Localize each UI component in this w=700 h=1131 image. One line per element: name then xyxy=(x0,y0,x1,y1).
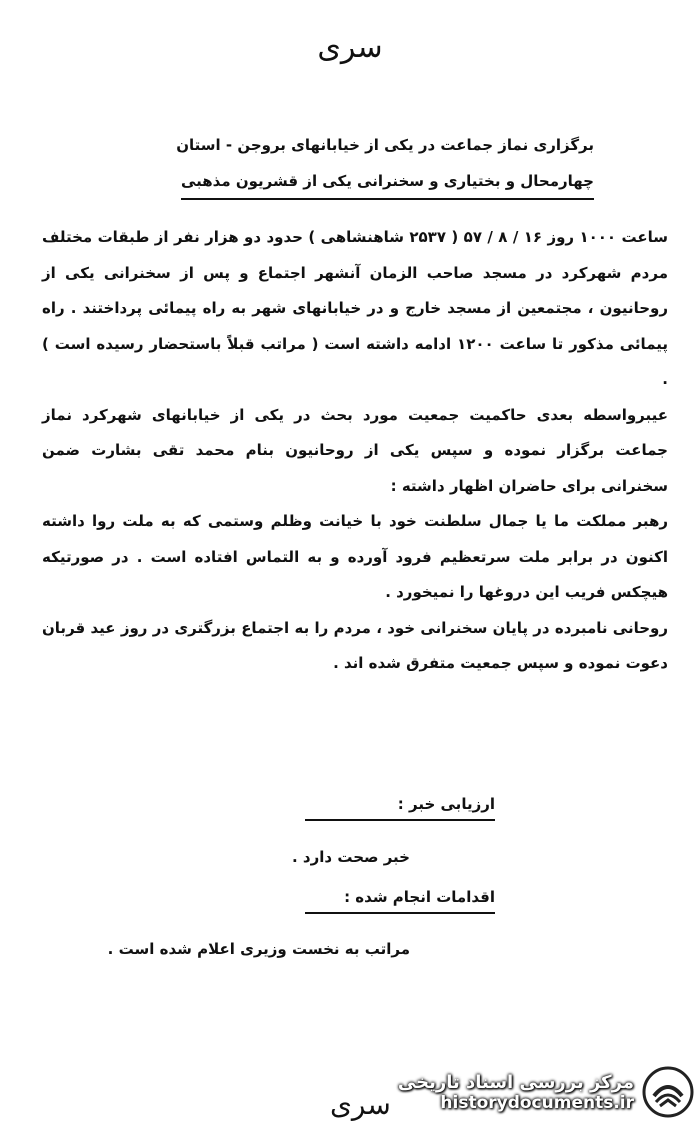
watermark-name: مرکز بررسی اسناد تاریخی xyxy=(397,1071,634,1093)
subject-line-2: چهارمحال و بختیاری و سخنرانی یکی از قشریون مذهبی xyxy=(181,166,594,200)
actions-value: مراتب به نخست وزیری اعلام شده است . xyxy=(107,940,410,958)
actions-label: اقدامات انجام شده : xyxy=(305,888,495,914)
body-paragraph-4: روحانی نامبرده در پایان سخنرانی خود ، مردم را به اجتماع بزرگتری در روز عید قربان دعوت نموده و سپس جمعیت متفرق شده اند . xyxy=(42,618,668,672)
watermark xyxy=(394,1058,694,1126)
evaluation-value: خبر صحت دارد . xyxy=(292,848,410,866)
book-emblem-icon xyxy=(642,1066,694,1118)
document-body xyxy=(42,220,668,682)
body-paragraph-2: عیبرواسطه بعدی حاکمیت جمعیت مورد بحث در یکی از خیابانهای شهرکرد نماز جماعت برگزار نموده و سپس یکی از روحانیون بنام محمد تقی بشارت ضمن سخنرانی برای حاضران اظهار داشته : xyxy=(42,405,668,495)
watermark-url[interactable]: historydocuments.ir xyxy=(440,1092,634,1113)
subject-line-1: برگزاری نماز جماعت در یکی از خیابانهای بروجن - استان xyxy=(176,136,594,154)
body-paragraph-3: رهبر مملکت ما یا جمال سلطنت خود با خیانت وظلم وستمی که به ملت روا داشته اکنون در برابر ملت سرتعظیم فرود آورده و به التماس افتاده است . در صورتیکه هیچکس فریب این دروغها را نمیخورد . xyxy=(42,512,668,601)
watermark-text xyxy=(398,1072,634,1113)
classification-header: سری xyxy=(317,30,383,65)
document-subject xyxy=(124,130,594,202)
evaluation-label: ارزیابی خبر : xyxy=(305,795,495,821)
classification-footer: سری xyxy=(330,1088,391,1121)
body-paragraph-1: ساعت ۱۰۰۰ روز ۱۶ / ۸ / ۵۷ ( ۲۵۳۷ شاهنشاهی ) حدود دو هزار نفر از طبقات مختلف مردم شهرکرد در مسجد صاحب الزمان آنشهر اجتماع و پس از سخنرانی یکی از روحانیون ، مجتمعین از مسجد خارج و در خیابانهای شهر به راه پیمائی پرداختند . راه پیمائی مذکور تا ساعت ۱۲۰۰ ادامه داشته است ( مراتب قبلاً باستحضار رسیده است ) . xyxy=(42,228,669,388)
